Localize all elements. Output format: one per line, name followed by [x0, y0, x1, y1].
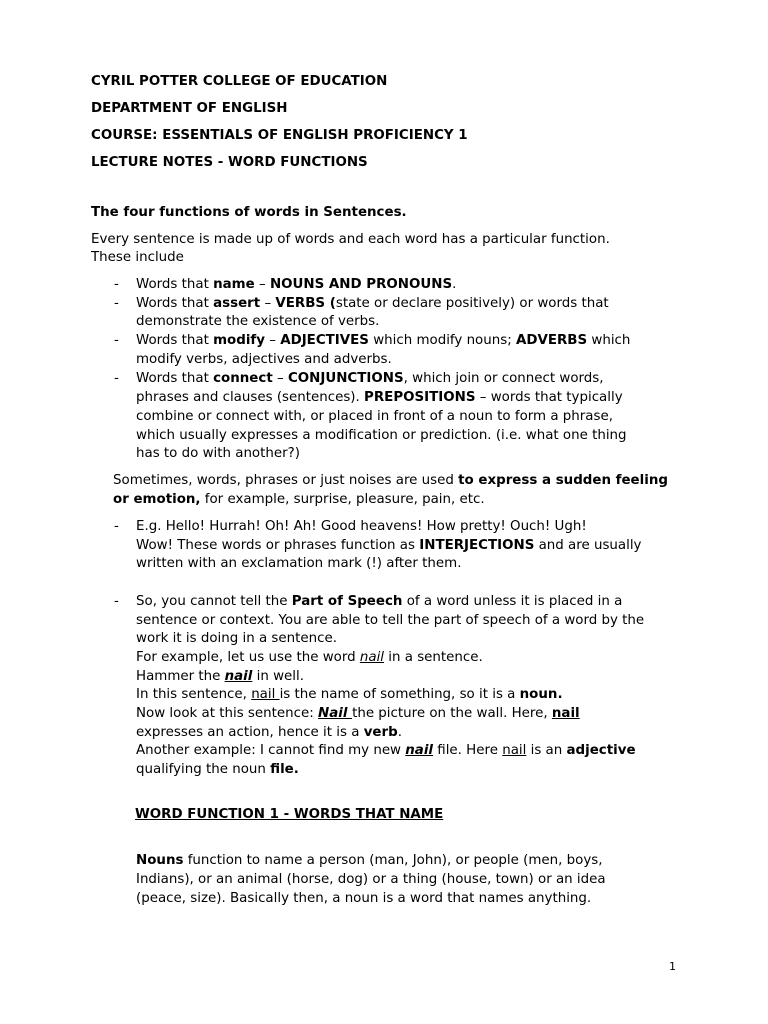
bullet-2-line-2: demonstrate the existence of verbs. — [136, 314, 380, 329]
lecture-title: LECTURE NOTES - WORD FUNCTIONS — [91, 155, 368, 170]
pos-line-8: expresses an action, hence it is a verb. — [136, 725, 402, 740]
nouns-line-3: (peace, size). Basically then, a noun is a word that names anything. — [136, 891, 592, 906]
bullet-dash: - — [114, 519, 119, 534]
intro-line-1: Every sentence is made up of words and each word has a particular function. — [91, 232, 610, 247]
section-title: The four functions of words in Sentences. — [91, 205, 407, 220]
bullet-dash: - — [114, 594, 119, 609]
pos-line-7: Now look at this sentence: Nail the picture on the wall. Here, nail — [136, 706, 580, 721]
pos-line-4: For example, let us use the word nail in a sentence. — [136, 650, 483, 665]
bullet-2: Words that assert – VERBS (state or declare positively) or words that — [136, 296, 609, 311]
bullet-1: Words that name – NOUNS AND PRONOUNS. — [136, 277, 457, 292]
course-title: COURSE: ESSENTIALS OF ENGLISH PROFICIENCY 1 — [91, 128, 468, 143]
college-name: CYRIL POTTER COLLEGE OF EDUCATION — [91, 74, 388, 89]
word-function-heading: WORD FUNCTION 1 - WORDS THAT NAME — [135, 807, 444, 822]
pos-line-3: work it is doing in a sentence. — [136, 631, 337, 646]
bullet-4-line-4: which usually expresses a modification or prediction. (i.e. what one thing — [136, 428, 627, 443]
bullet-dash: - — [114, 333, 119, 348]
pos-line-5: Hammer the nail in well. — [136, 669, 304, 684]
nouns-line-1: Nouns function to name a person (man, John), or people (men, boys, — [136, 853, 603, 868]
bullet-4-line-3: combine or connect with, or placed in front of a noun to form a phrase, — [136, 409, 613, 424]
nouns-line-2: Indians), or an animal (horse, dog) or a thing (house, town) or an idea — [136, 872, 606, 887]
pos-line-9: Another example: I cannot find my new nail file. Here nail is an adjective — [136, 743, 636, 758]
bullet-4-line-5: has to do with another?) — [136, 446, 300, 461]
sometimes-line-2: or emotion, for example, surprise, pleasure, pain, etc. — [113, 492, 485, 507]
interjection-line-1: E.g. Hello! Hurrah! Oh! Ah! Good heavens! How pretty! Ouch! Ugh! — [136, 519, 587, 534]
intro-line-2: These include — [91, 250, 184, 265]
pos-line-1: So, you cannot tell the Part of Speech of a word unless it is placed in a — [136, 594, 623, 609]
bullet-dash: - — [114, 371, 119, 386]
sometimes-line-1: Sometimes, words, phrases or just noises are used to express a sudden feeling — [113, 473, 668, 488]
department-name: DEPARTMENT OF ENGLISH — [91, 101, 288, 116]
pos-line-2: sentence or context. You are able to tell the part of speech of a word by the — [136, 613, 645, 628]
interjection-line-2: Wow! These words or phrases function as INTERJECTIONS and are usually — [136, 538, 642, 553]
interjection-line-3: written with an exclamation mark (!) after them. — [136, 556, 462, 571]
pos-line-6: In this sentence, nail is the name of something, so it is a noun. — [136, 687, 563, 702]
pos-line-10: qualifying the noun file. — [136, 762, 299, 777]
bullet-dash: - — [114, 296, 119, 311]
bullet-3-line-2: modify verbs, adjectives and adverbs. — [136, 352, 392, 367]
bullet-dash: - — [114, 277, 119, 292]
bullet-4-line-2: phrases and clauses (sentences). PREPOSITIONS – words that typically — [136, 390, 623, 405]
bullet-4: Words that connect – CONJUNCTIONS, which join or connect words, — [136, 371, 604, 386]
page-number: 1 — [669, 960, 676, 973]
bullet-3: Words that modify – ADJECTIVES which modify nouns; ADVERBS which — [136, 333, 631, 348]
